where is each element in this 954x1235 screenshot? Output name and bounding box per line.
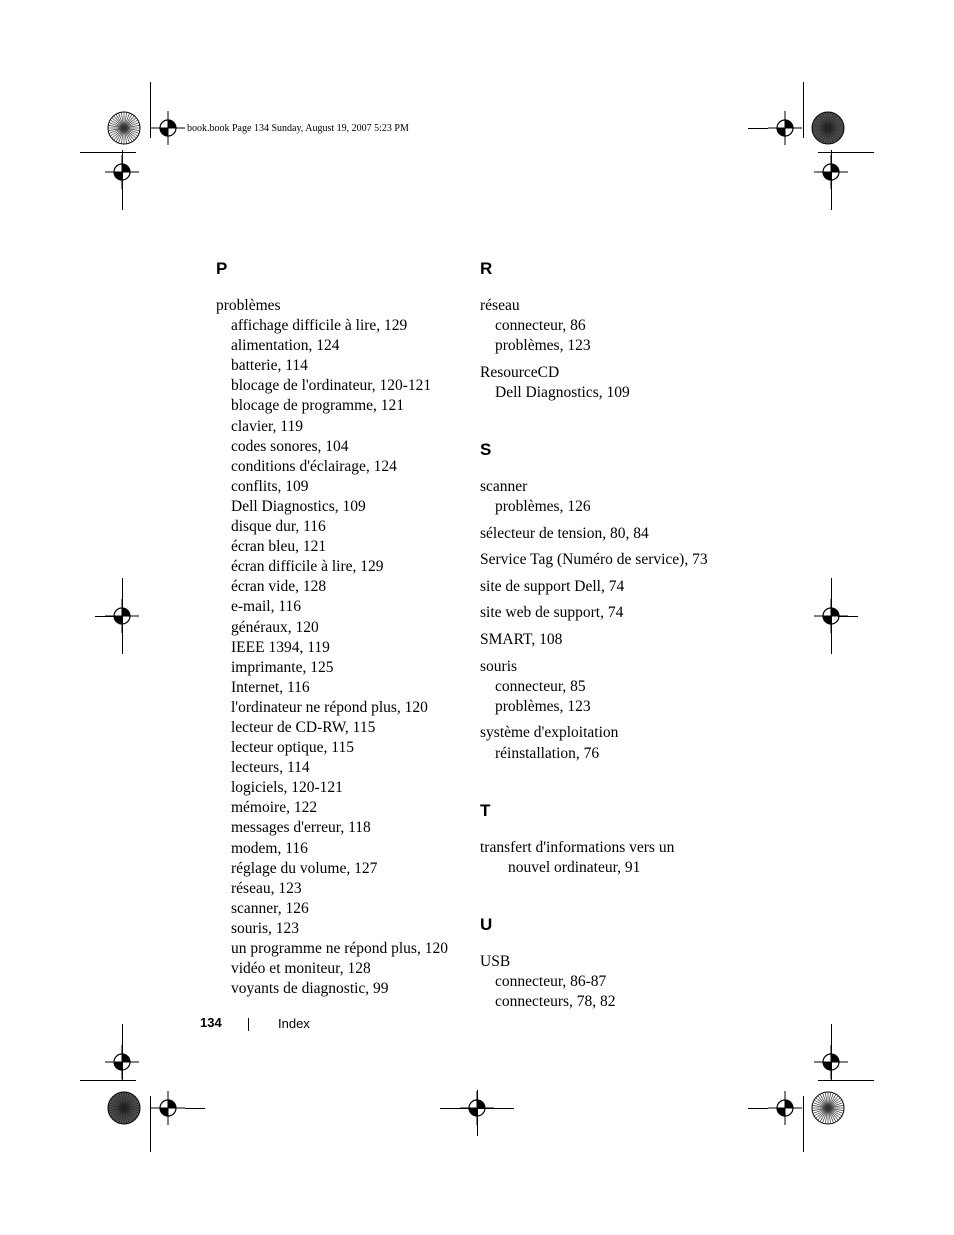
index-subentry: connecteur, 86 [495, 317, 586, 335]
crop-mark-vertical [803, 1096, 804, 1152]
registration-starburst-icon [105, 1089, 143, 1127]
index-subentry: réglage du volume, 127 [231, 859, 378, 877]
section-letter-p: P [216, 259, 228, 278]
index-subentry: lecteurs, 114 [231, 759, 310, 777]
index-entry: problèmes [216, 297, 281, 314]
registration-starburst-icon [105, 109, 143, 147]
crop-mark-horizontal [818, 1080, 874, 1081]
index-subentry: généraux, 120 [231, 618, 319, 636]
index-entry: transfert d'informations vers un [480, 838, 675, 856]
crop-mark-horizontal [80, 1080, 136, 1081]
registration-crosshair-icon [814, 1045, 848, 1079]
index-subentry: e-mail, 116 [231, 598, 302, 616]
index-subentry: souris, 123 [231, 919, 300, 937]
index-entry: sélecteur de tension, 80, 84 [480, 524, 649, 542]
index-subentry: blocage de programme, 121 [231, 397, 405, 415]
index-subentry: scanner, 126 [231, 899, 309, 917]
index-subentry: connecteur, 85 [495, 677, 586, 695]
page-number: 134 [200, 1015, 222, 1030]
crop-mark-horizontal [748, 128, 768, 129]
registration-crosshair-icon [151, 1091, 185, 1125]
section-letter-s: S [480, 439, 492, 459]
crop-mark-vertical [477, 1090, 478, 1136]
index-subentry: clavier, 119 [231, 417, 303, 435]
registration-starburst-icon [809, 1089, 847, 1127]
index-entry: site de support Dell, 74 [480, 577, 625, 595]
index-subentry: disque dur, 116 [231, 518, 326, 536]
index-entry-continuation: nouvel ordinateur, 91 [508, 858, 641, 876]
index-subentry: lecteur de CD-RW, 115 [231, 718, 376, 736]
index-subentry: codes sonores, 104 [231, 437, 349, 455]
crop-mark-horizontal [838, 616, 858, 617]
index-entry: ResourceCD [480, 363, 560, 381]
index-subentry: conflits, 109 [231, 477, 309, 495]
index-subentry: Internet, 116 [231, 678, 310, 696]
file-header: book.book Page 134 Sunday, August 19, 2007 5:23 PM [187, 123, 409, 134]
index-entry: USB [480, 952, 511, 970]
index-subentry: écran vide, 128 [231, 578, 327, 596]
section-letter-t: T [480, 800, 491, 820]
registration-starburst-icon [809, 109, 847, 147]
crop-mark-horizontal [95, 616, 115, 617]
crop-mark-vertical [803, 82, 804, 138]
registration-crosshair-icon [768, 111, 802, 145]
index-entry: Service Tag (Numéro de service), 73 [480, 551, 708, 569]
index-subentry: affichage difficile à lire, 129 [231, 317, 408, 335]
crop-mark-horizontal [440, 1108, 514, 1109]
index-subentry: écran bleu, 121 [231, 538, 327, 556]
index-subentry: un programme ne répond plus, 120 [231, 940, 448, 957]
index-subentry: IEEE 1394, 119 [231, 638, 330, 656]
index-subentry: connecteur, 86-87 [495, 972, 607, 990]
index-column-right [480, 258, 740, 1012]
crop-mark-horizontal [185, 1108, 205, 1109]
index-subentry: voyants de diagnostic, 99 [231, 980, 389, 998]
crop-mark-horizontal [748, 1108, 768, 1109]
index-entry: scanner [480, 477, 528, 495]
index-subentry: imprimante, 125 [231, 658, 334, 676]
section-letter-u: U [480, 914, 493, 934]
index-subentry: logiciels, 120-121 [231, 779, 343, 797]
index-subentry: batterie, 114 [231, 357, 308, 375]
index-subentry: problèmes, 123 [495, 337, 591, 355]
index-subentry: Dell Diagnostics, 109 [231, 497, 366, 515]
index-column-left [216, 258, 466, 999]
index-subentry: l'ordinateur ne répond plus, 120 [231, 698, 428, 716]
index-subentry: problèmes, 126 [495, 498, 591, 516]
crop-mark-horizontal [818, 152, 874, 153]
index-subentry: alimentation, 124 [231, 337, 340, 355]
index-entry: souris [480, 657, 518, 675]
index-subentry: messages d'erreur, 118 [231, 819, 371, 837]
registration-crosshair-icon [814, 155, 848, 189]
index-subentry: écran difficile à lire, 129 [231, 558, 384, 576]
footer-divider [248, 1018, 249, 1031]
section-letter-r: R [480, 259, 493, 278]
index-entry: site web de support, 74 [480, 604, 624, 622]
index-subentry: modem, 116 [231, 839, 308, 857]
registration-crosshair-icon [105, 155, 139, 189]
index-subentry: réseau, 123 [231, 879, 302, 897]
index-subentry: lecteur optique, 115 [231, 739, 354, 757]
crop-mark-horizontal [80, 152, 136, 153]
index-subentry: blocage de l'ordinateur, 120-121 [231, 377, 432, 395]
index-subentry: vidéo et moniteur, 128 [231, 960, 371, 978]
index-subentry: réinstallation, 76 [495, 744, 600, 762]
index-subentry: Dell Diagnostics, 109 [495, 383, 630, 401]
registration-crosshair-icon [768, 1091, 802, 1125]
index-subentry: problèmes, 123 [495, 697, 591, 715]
registration-crosshair-icon [151, 111, 185, 145]
registration-crosshair-icon [105, 1045, 139, 1079]
index-subentry: mémoire, 122 [231, 799, 318, 817]
index-subentry: conditions d'éclairage, 124 [231, 457, 397, 475]
footer-section-label: Index [278, 1016, 310, 1031]
index-entry: système d'exploitation [480, 724, 619, 742]
index-entry: réseau [480, 297, 520, 314]
index-subentry: connecteurs, 78, 82 [495, 992, 616, 1010]
index-entry: SMART, 108 [480, 631, 563, 649]
